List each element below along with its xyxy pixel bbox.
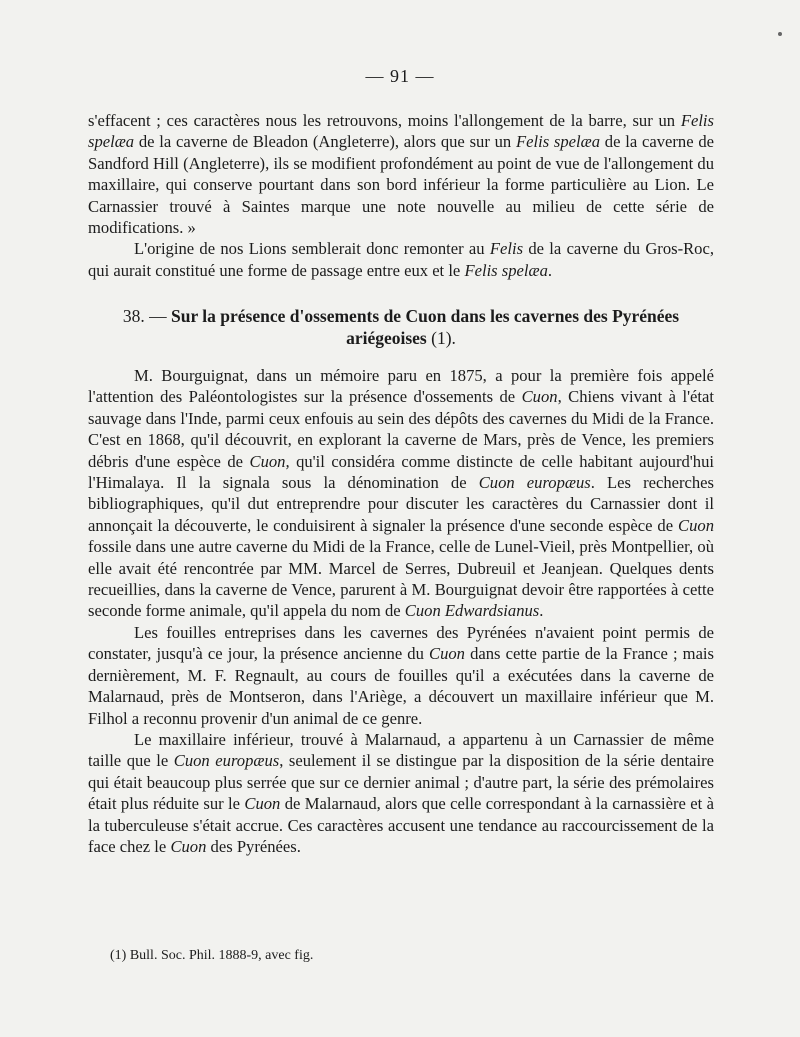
italic-term: Cuon, <box>249 451 290 471</box>
text-run: qu'il considéra comme distincte de celle habitant aujourd'hui l'Himalaya. Il la signala sous la dénomination de <box>88 451 714 493</box>
footnote-reference: (1). <box>431 328 456 348</box>
text-run: dans cette partie de la France ; mais dernièrement, M. F. Regnault, au cours de fouilles qu'il a exécutées dans la caverne de Malarnaud, près de Montseron, dans l'Ariège, a découvert un maxillaire inférieur que M. Filhol a reconnu provenir d'un animal de ce genre. <box>88 644 714 728</box>
text-run: de Malarnaud, alors que celle correspondant à la carnassière et à la tuberculeuse s'était accrue. Ces caractères accusent une tendance au raccourcissement de la face chez le <box>88 794 714 856</box>
italic-term: Felis spelæa <box>515 132 601 152</box>
footnote: (1) Bull. Soc. Phil. 1888-9, avec fig. <box>110 948 314 963</box>
italic-term: Cuon <box>521 387 558 407</box>
body-paragraph-3 <box>88 729 714 857</box>
text-run: de la caverne de Bleadon (Angleterre), alors que sur un <box>134 132 516 152</box>
text-run: . <box>539 601 544 621</box>
italic-term: Felis spelæa <box>88 111 714 152</box>
intro-section <box>88 110 714 281</box>
text-run: . Les recherches bibliographiques, qu'il dut entreprendre pour discuter les caractères du Carnassier dont il annonçait la découverte, le conduisirent à signaler la présence d'une seconde espèce de <box>88 473 714 535</box>
text-run: de la caverne du Gros-Roc, qui aurait constitué une forme de passage entre eux et le <box>88 239 714 280</box>
text-run: Le maxillaire inférieur, trouvé à Malarnaud, a appartenu à un Carnassier de même taille que le <box>88 729 714 771</box>
intro-paragraph-2 <box>88 238 714 281</box>
section-number: 38. — <box>122 306 167 326</box>
body-paragraph-1 <box>88 365 714 622</box>
italic-term: Cuon europæus <box>173 751 280 771</box>
text-run: M. Bourguignat, dans un mémoire paru en 1875, a pour la première fois appelé l'attention des Paléontologistes sur la présence d'ossements de <box>88 366 714 407</box>
text-run: Les fouilles entreprises dans les cavernes des Pyrénées n'avaient point permis de constater, jusqu'à ce jour, la présence ancienne du <box>88 622 714 664</box>
italic-term: Cuon <box>429 644 465 664</box>
italic-term: Felis <box>489 239 524 259</box>
page-number: — 91 — <box>365 66 435 86</box>
section-body <box>88 365 714 857</box>
text-run: , Chiens vivant à l'état sauvage dans l'Inde, parmi ceux enfouis au sein des dépôts des cavernes du Midi de la France. C'est en 1868, qu'il découvrit, en explorant la caverne de Mars, près de Vence, les premiers débris d'une espèce de <box>88 387 715 471</box>
section-title: Sur la présence d'ossements de Cuon dans les cavernes des Pyrénées ariégeoises <box>170 306 680 348</box>
body-paragraph-2 <box>88 622 714 729</box>
italic-term: Cuon <box>244 794 281 814</box>
text-run: L'origine de nos Lions semblerait donc remonter au <box>134 239 490 259</box>
text-run: fossile dans une autre caverne du Midi de la France, celle de Lunel-Vieil, près Montpellier, où elle avait été rencontrée par MM. Marcel de Serres, Dubreuil et Jeanjean. Quelques dents recueillies, dans la caverne de Vence, parurent à M. Bourguignat devoir être rapportées à cette seconde forme animale, qu'il appela du nom de <box>88 537 714 621</box>
italic-term: Cuon <box>170 836 207 856</box>
paper-speck <box>778 32 782 36</box>
italic-term: Cuon <box>678 515 714 535</box>
italic-term: Cuon europæus <box>478 473 591 493</box>
text-run: . <box>547 260 553 280</box>
intro-paragraph-1 <box>88 110 714 238</box>
text-run: des Pyrénées. <box>206 836 301 856</box>
text-run: de la caverne de Sandford Hill (Angleterre), ils se modifient profondément au point de vue de l'allongement du maxillaire, qui conserve pourtant dans son bord inférieur la forme particulière au Lion. Le Carnassier trouvé à Saintes marque une note nouvelle au milieu de cette série de modifications. » <box>88 132 714 238</box>
italic-term: Cuon Edwardsianus <box>404 601 540 621</box>
text-run: s'effacent ; ces caractères nous les retrouvons, moins l'allongement de la barre, sur un <box>88 111 681 130</box>
section-heading <box>88 305 714 349</box>
italic-term: Felis spelæa <box>464 260 548 280</box>
text-run: , seulement il se distingue par la disposition de la série dentaire qui était beaucoup plus serrée que sur ce dernier animal ; d'autre part, la série des prémolaires était plus réduite sur le <box>88 751 714 814</box>
